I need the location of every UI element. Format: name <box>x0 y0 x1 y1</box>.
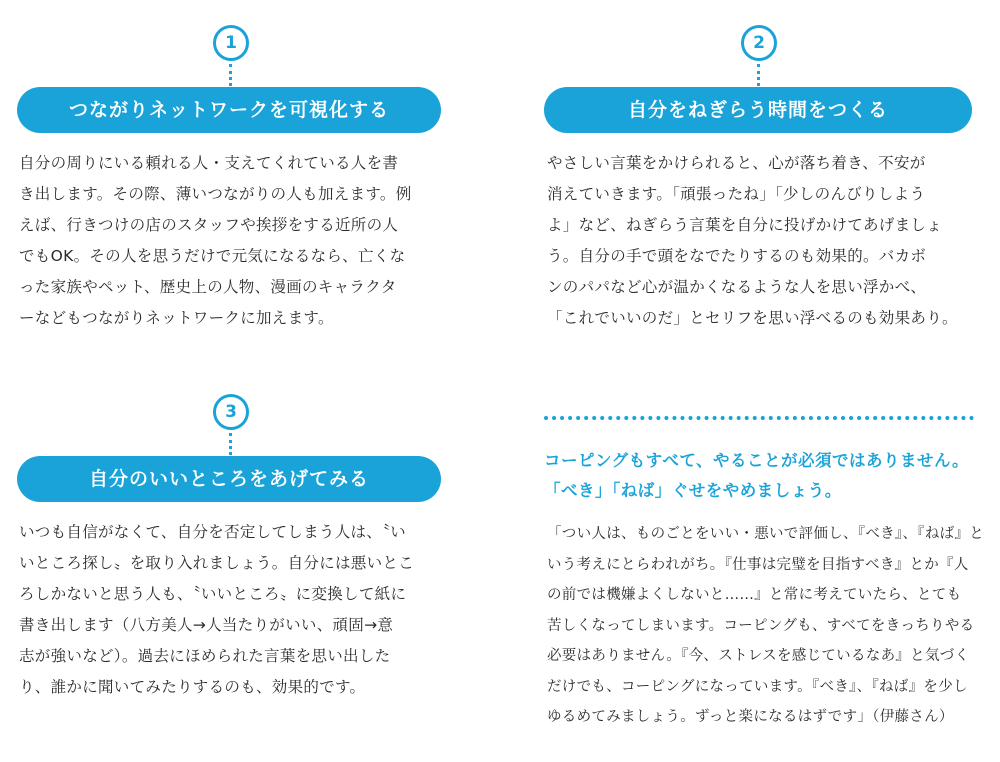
text-line: 苦しくなってしまいます。コーピングも、すべてをきっちりやる <box>547 617 975 634</box>
text-line: う。自分の手で頭をなでたりするのも効果的。バカボ <box>547 247 927 265</box>
section-title: つながりネットワークを可視化する <box>17 87 441 133</box>
dotted-connector <box>229 433 232 455</box>
text-line: やさしい言葉をかけられると、心が落ち着き、不安が <box>547 154 926 172</box>
text-line: 消えていきます。「頑張ったね」「少しのんびりしよう <box>547 185 926 203</box>
text-line: だけでも、コーピングになっています。『べき』、『ねば』を少し <box>547 678 968 695</box>
section-title: 自分のいいところをあげてみる <box>17 456 441 502</box>
section-body <box>547 148 958 334</box>
section-body <box>19 148 412 334</box>
text-line: 「つい人は、ものごとをいい・悪いで評価し、『べき』、『ねば』と <box>547 526 985 542</box>
text-line: 書き出します（八方美人→人当たりがいい、頑固→意 <box>19 616 394 634</box>
text-line: 「これでいいのだ」とセリフを思い浮べるのも効果あり。 <box>547 309 958 327</box>
text-line: ンのパパなど心が温かくなるような人を思い浮かべ、 <box>547 278 927 296</box>
tip-heading-line: コーピングもすべて、やることが必須ではありません。 <box>544 451 969 470</box>
text-line: の前では機嫌よくしないと……』と常に考えていたら、とても <box>547 587 962 603</box>
tip-heading-line: 「べき」「ねば」ぐせをやめましょう。 <box>544 481 842 500</box>
text-line: いところ探し〟を取り入れましょう。自分には悪いとこ <box>19 554 415 572</box>
dotted-connector <box>757 64 760 86</box>
text-line: よ」など、ねぎらう言葉を自分に投げかけてあげましょ <box>547 216 943 234</box>
section-body <box>19 517 414 703</box>
text-line: り、誰かに聞いてみたりするのも、効果的です。 <box>19 678 366 696</box>
step-number-badge: 1 <box>213 25 249 61</box>
text-line: 必要はありません。『今、ストレスを感じているなあ』と気づく <box>547 648 970 664</box>
text-line: 志が強いなど）。過去にほめられた言葉を思い出した <box>19 647 391 665</box>
text-line: ゆるめてみましょう。ずっと楽になるはずです」（伊藤さん） <box>547 709 954 725</box>
text-line: 自分の周りにいる頼れる人・支えてくれている人を書 <box>19 154 399 172</box>
step-number-badge: 3 <box>213 394 249 430</box>
tip-body <box>547 519 984 733</box>
dotted-connector <box>229 64 232 86</box>
tip-heading <box>544 446 969 506</box>
text-line: ろしかないと思う人も、〝いいところ〟に変換して紙に <box>19 585 407 603</box>
text-line: でもOK。その人を思うだけで元気になるなら、亡くな <box>19 247 406 265</box>
text-line: いう考えにとらわれがち。『仕事は完璧を目指すべき』とか『人 <box>547 556 969 573</box>
text-line: えば、行きつけの店のスタッフや挨拶をする近所の人 <box>19 216 399 234</box>
text-line: った家族やペット、歴史上の人物、漫画のキャラクタ <box>19 278 397 296</box>
step-number-badge: 2 <box>741 25 777 61</box>
text-line: ーなどもつながりネットワークに加えます。 <box>19 309 334 327</box>
text-line: いつも自信がなくて、自分を否定してしまう人は、〝い <box>19 523 406 541</box>
section-title: 自分をねぎらう時間をつくる <box>544 87 972 133</box>
dotted-divider <box>544 416 974 420</box>
text-line: き出します。その際、薄いつながりの人も加えます。例 <box>19 185 412 203</box>
